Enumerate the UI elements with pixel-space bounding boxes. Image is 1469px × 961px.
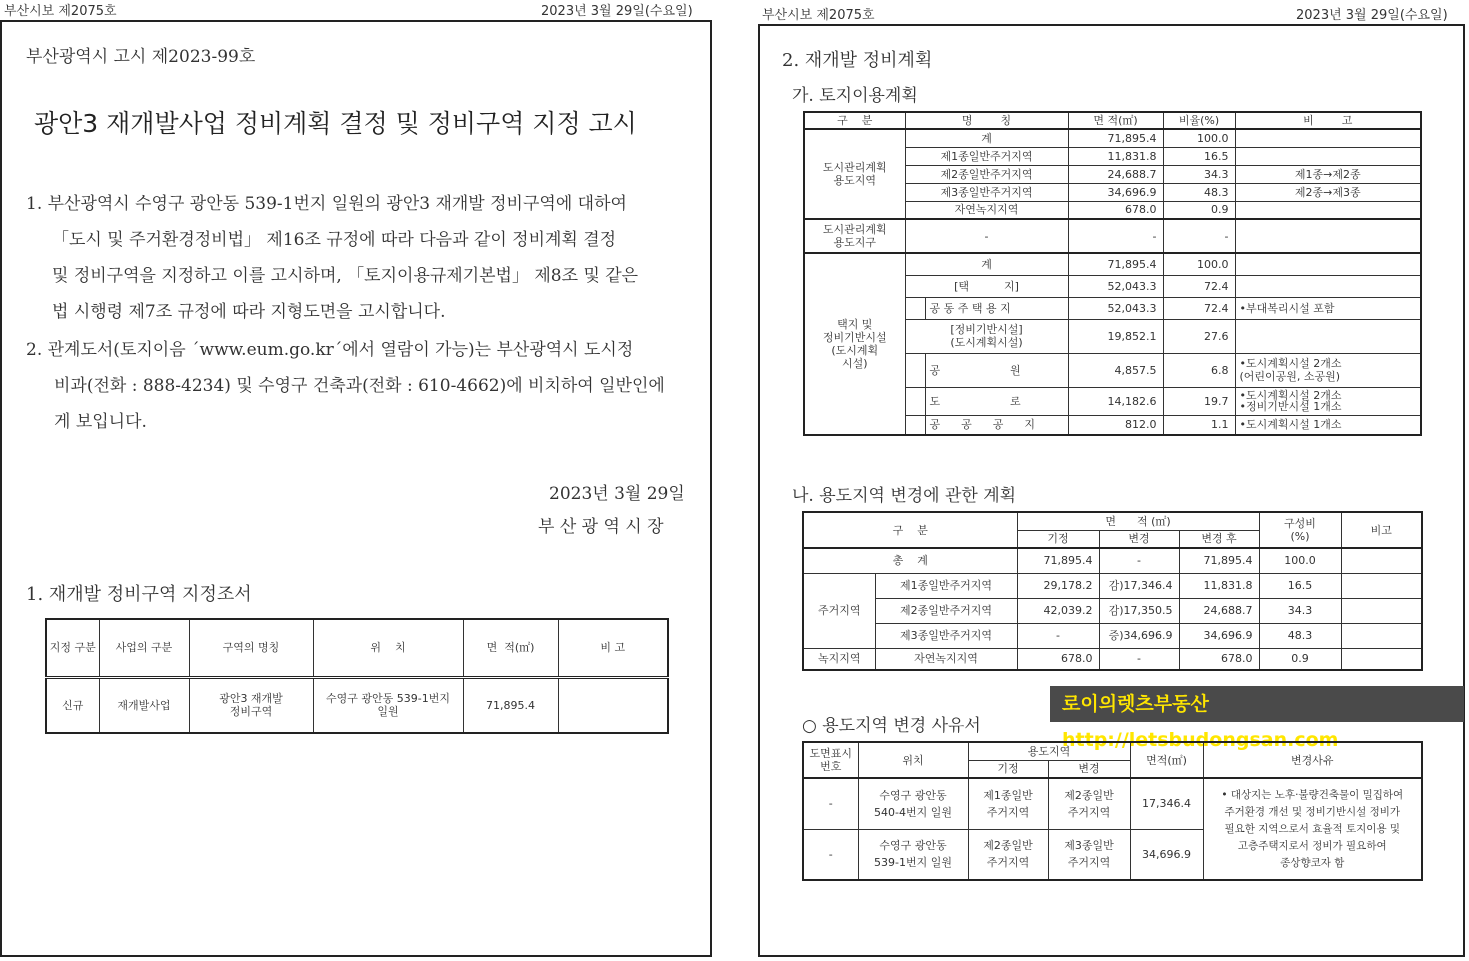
land-row-name: 계 [905,253,1068,275]
land-row-name: [택 지] [905,275,1068,297]
zone-cell-project: 재개발사업 [99,677,189,733]
reason-cell-existing: 제1종일반 주거지역 [968,778,1048,829]
right-header-issue: 부산시보 제2075호 [762,8,875,23]
reason-title: ○ 용도지역 변경 사유서 [802,716,981,736]
notice-number: 부산광역시 고시 제2023-99호 [26,47,256,67]
use-cell: 42,039.2 [1017,598,1099,623]
page-gutter [712,0,758,961]
use-header-note: 비고 [1341,512,1422,548]
land-indent [905,387,925,415]
land-row-note: 제1종→제2종 [1235,165,1421,183]
use-cell [1341,648,1422,670]
reason-header-existing: 기정 [968,760,1048,778]
land-row-ratio: 19.7 [1163,387,1235,415]
use-header-after: 변경 후 [1179,530,1259,548]
watermark-banner: 로이의렛츠부동산 http://letsbudongsan.com [1050,686,1464,722]
zone-header-note: 비 고 [558,619,668,677]
zone-header-designation: 지정 구분 [46,619,99,677]
para2-line: 게 보입니다. [54,412,147,432]
use-cell: 34,696.9 [1179,623,1259,648]
land-row-note [1235,319,1421,353]
left-header-issue: 부산시보 제2075호 [4,4,117,19]
land-group-infrastructure: 택지 및 정비기반시설 (도시계획 시설) [804,253,905,435]
reason-header-no: 도면표시 번호 [803,742,858,778]
land-row-area: 11,831.8 [1068,147,1163,165]
use-cell: 71,895.4 [1017,548,1099,573]
use-header-change: 변경 [1099,530,1179,548]
zone-cell-type: 신규 [46,677,99,733]
reason-cell-reason: • 대상지는 노후·불량건축물이 밀집하여 주거환경 개선 및 정비기반시설 정비가 필요한 지역으로서 효율적 토지이용 및 고층주택지로서 정비가 필요하여 종상향코자 함 [1203,778,1422,880]
use-cell [1341,548,1422,573]
land-row-ratio: 100.0 [1163,253,1235,275]
land-row-note: •도시계획시설 2개소 (어린이공원, 소공원) [1235,353,1421,387]
land-row-name: 도 로 [925,387,1068,415]
land-row-ratio: 34.3 [1163,165,1235,183]
reason-header-zone: 용도지역 [968,742,1130,760]
land-row-ratio: 0.9 [1163,201,1235,219]
land-use-table [803,111,1422,436]
land-indent [905,353,925,387]
para1-line: 1. 부산광역시 수영구 광안동 539-1번지 일원의 광안3 재개발 정비구역에 대하여 [26,194,627,214]
reason-header-reason: 변경사유 [1203,742,1422,778]
use-cell [1341,623,1422,648]
land-row-ratio: 100.0 [1163,129,1235,147]
reason-header-location: 위치 [858,742,968,778]
land-row-area: 24,688.7 [1068,165,1163,183]
land-row-note [1235,219,1421,253]
land-row-note: •부대복리시설 포함 [1235,297,1421,319]
notice-date: 2023년 3월 29일 [549,484,685,504]
para2-line: 비과(전화 : 888-4234) 및 수영구 건축과(전화 : 610-4662)에 비치하여 일반인에 [54,376,665,396]
land-indent [905,415,925,435]
use-cell: - [1099,648,1179,670]
paragraph-1 [26,186,696,330]
use-row-name: 자연녹지지역 [875,648,1017,670]
land-group-use-district: 도시관리계획 용도지구 [804,219,905,253]
land-row-note [1235,201,1421,219]
land-row-note [1235,275,1421,297]
use-cell: 678.0 [1017,648,1099,670]
land-row-area: 14,182.6 [1068,387,1163,415]
land-row-note [1235,253,1421,275]
zone-cell-location: 수영구 광안동 539-1번지 일원 [313,677,463,733]
use-cell: 0.9 [1259,648,1341,670]
land-row-note: •도시계획시설 1개소 [1235,415,1421,435]
left-header-date: 2023년 3월 29일(수요일) [541,4,693,19]
land-row-area: 52,043.3 [1068,275,1163,297]
land-row-name: [정비기반시설] (도시계획시설) [905,319,1068,353]
use-zone-change-table [802,511,1423,671]
paragraph-2 [26,332,696,440]
use-cell: 100.0 [1259,548,1341,573]
para1-line: 및 정비구역을 지정하고 이를 고시하며, 「토지이용규제기본법」 제8조 및 같은 [52,266,639,286]
use-cell [1341,598,1422,623]
land-row-ratio: 48.3 [1163,183,1235,201]
land-row-name: 제2종일반주거지역 [905,165,1068,183]
use-cell: 71,895.4 [1179,548,1259,573]
use-row-name: 제2종일반주거지역 [875,598,1017,623]
land-row-ratio: 27.6 [1163,319,1235,353]
reason-cell-area: 17,346.4 [1130,778,1203,829]
land-row-area: 34,696.9 [1068,183,1163,201]
use-row-name: 제3종일반주거지역 [875,623,1017,648]
reason-header-area: 면적(㎡) [1130,742,1203,778]
land-row-area: 71,895.4 [1068,253,1163,275]
land-header-ratio: 비율(%) [1163,112,1235,129]
zone-change-reason-table [802,741,1423,881]
reason-cell-change: 제3종일반 주거지역 [1048,829,1130,880]
reason-cell-no: - [803,778,858,829]
land-row-note: •도시계획시설 2개소 •정비기반시설 1개소 [1235,387,1421,415]
use-cell: 48.3 [1259,623,1341,648]
signer: 부 산 광 역 시 장 [538,517,664,537]
land-header-category: 구 분 [804,112,905,129]
use-total-label: 총 계 [803,548,1017,573]
use-cell [1341,573,1422,598]
land-row-area: 52,043.3 [1068,297,1163,319]
section2-title: 2. 재개발 정비계획 [782,50,933,71]
use-header-ratio: 구성비 (%) [1259,512,1341,548]
land-row-ratio: - [1163,219,1235,253]
zone-cell-area: 71,895.4 [463,677,558,733]
section1-title: 1. 재개발 정비구역 지정조서 [26,584,252,605]
land-row-ratio: 1.1 [1163,415,1235,435]
para2-line: 2. 관계도서(토지이음 ´www.eum.go.kr´에서 열람이 가능)는 부산광역시 도시정 [26,340,634,360]
reason-cell-no: - [803,829,858,880]
land-row-name: 공 원 [925,353,1068,387]
reason-cell-existing: 제2종일반 주거지역 [968,829,1048,880]
zone-header-area: 면 적(㎡) [463,619,558,677]
use-cell: 29,178.2 [1017,573,1099,598]
right-header-date: 2023년 3월 29일(수요일) [1296,8,1448,23]
land-row-name: 자연녹지지역 [905,201,1068,219]
use-cell: 16.5 [1259,573,1341,598]
use-header-category: 구 분 [803,512,1017,548]
land-row-note: 제2종→제3종 [1235,183,1421,201]
use-header-area: 면 적 (㎡) [1017,512,1259,530]
land-row-area: 71,895.4 [1068,129,1163,147]
land-row-name: 제3종일반주거지역 [905,183,1068,201]
use-cell: - [1099,548,1179,573]
land-row-ratio: 72.4 [1163,275,1235,297]
zone-header-project: 사업의 구분 [99,619,189,677]
use-row-name: 제1종일반주거지역 [875,573,1017,598]
land-row-area: - [1068,219,1163,253]
reason-header-change: 변경 [1048,760,1130,778]
subsection-na: 나. 용도지역 변경에 관한 계획 [792,486,1017,506]
land-row-area: 19,852.1 [1068,319,1163,353]
use-cell: 감)17,346.4 [1099,573,1179,598]
land-header-area: 면 적(㎡) [1068,112,1163,129]
land-row-area: 4,857.5 [1068,353,1163,387]
use-header-existing: 기정 [1017,530,1099,548]
land-row-ratio: 16.5 [1163,147,1235,165]
land-row-name: - [905,219,1068,253]
reason-cell-location: 수영구 광안동 540-4번지 일원 [858,778,968,829]
use-cell: 34.3 [1259,598,1341,623]
use-residential-label: 주거지역 [803,573,875,648]
zone-header-location: 위 치 [313,619,463,677]
para1-line: 법 시행령 제7조 규정에 따라 지형도면을 고시합니다. [52,302,446,322]
land-row-ratio: 72.4 [1163,297,1235,319]
land-row-name: 공 공 공 지 [925,415,1068,435]
use-cell: 11,831.8 [1179,573,1259,598]
land-row-area: 812.0 [1068,415,1163,435]
land-row-note [1235,147,1421,165]
land-header-name: 명 칭 [905,112,1068,129]
zone-cell-note [558,677,668,733]
land-row-name: 계 [905,129,1068,147]
reason-cell-change: 제2종일반 주거지역 [1048,778,1130,829]
use-cell: 증)34,696.9 [1099,623,1179,648]
zone-header-name: 구역의 명칭 [189,619,313,677]
use-cell: - [1017,623,1099,648]
reason-cell-location: 수영구 광안동 539-1번지 일원 [858,829,968,880]
land-group-use-zone: 도시관리계획 용도지역 [804,129,905,219]
para1-line: 「도시 및 주거환경정비법」 제16조 규정에 따라 다음과 같이 정비계획 결정 [52,230,617,250]
land-row-ratio: 6.8 [1163,353,1235,387]
land-row-name: 제1종일반주거지역 [905,147,1068,165]
land-row-area: 678.0 [1068,201,1163,219]
reason-cell-area: 34,696.9 [1130,829,1203,880]
notice-title: 광안3 재개발사업 정비계획 결정 및 정비구역 지정 고시 [34,109,637,138]
zone-cell-name: 광안3 재개발 정비구역 [189,677,313,733]
land-indent [905,297,925,319]
subsection-ga: 가. 토지이용계획 [792,86,918,106]
use-cell: 678.0 [1179,648,1259,670]
land-row-name: 공 동 주 택 용 지 [925,297,1068,319]
zone-designation-table [45,618,669,734]
use-cell: 감)17,350.5 [1099,598,1179,623]
land-header-note: 비 고 [1235,112,1421,129]
land-row-note [1235,129,1421,147]
use-cell: 24,688.7 [1179,598,1259,623]
use-green-label: 녹지지역 [803,648,875,670]
